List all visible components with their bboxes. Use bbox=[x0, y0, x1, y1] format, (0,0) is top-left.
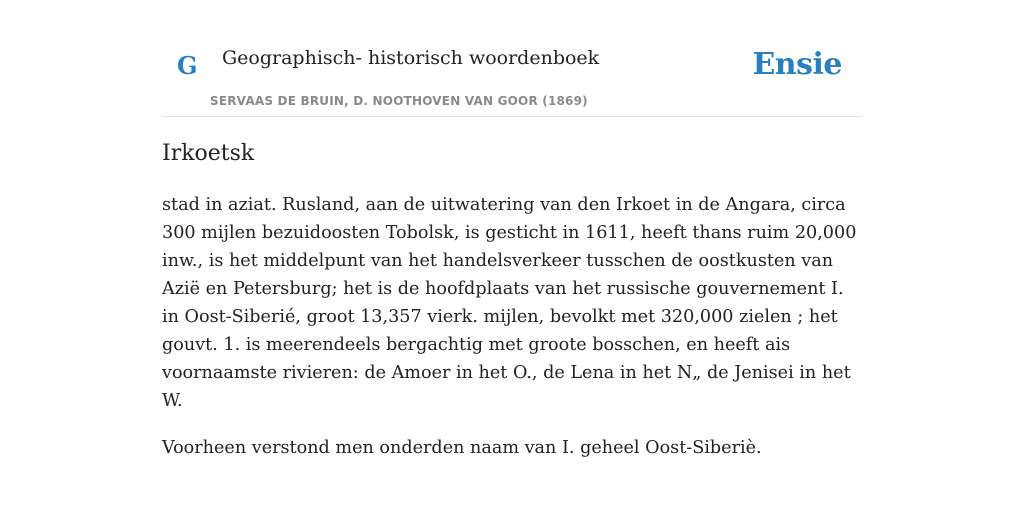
entry-title: Irkoetsk bbox=[162, 141, 255, 166]
entry-paragraph: Voorheen verstond men onderden naam van I. geheel Oost-Siberiè. bbox=[162, 438, 762, 458]
book-title-link[interactable]: Geographisch- historisch woordenboek bbox=[222, 47, 600, 69]
book-authors: SERVAAS DE BRUIN, D. NOOTHOVEN VAN GOOR (1869) bbox=[210, 94, 588, 108]
book-header bbox=[162, 0, 862, 117]
book-letter-link[interactable]: G bbox=[177, 51, 198, 80]
entry-body bbox=[162, 191, 862, 462]
entry-content bbox=[162, 138, 862, 481]
ensie-logo-link[interactable]: Ensie bbox=[752, 47, 842, 82]
entry-paragraph: stad in aziat. Rusland, aan de uitwatering van den Irkoet in de Angara, circa 300 mijlen bezuidoosten Tobolsk, is gesticht in 1611, heeft thans ruim 20,000 inw., is het middelpunt van het handelsverkeer tusschen de oostkusten van Azië en Petersburg; het is de hoofdplaats van het russische gouvernement I. in Oost-Siberié, groot 13,357 vierk. mijlen, bevolkt met 320,000 zielen ; het gouvt. 1. is meerendeels bergachtig met groote bosschen, en heeft ais voornaamste rivieren: de Amoer in het O., de Lena in het N„ de Jenisei in het W. bbox=[162, 195, 857, 411]
